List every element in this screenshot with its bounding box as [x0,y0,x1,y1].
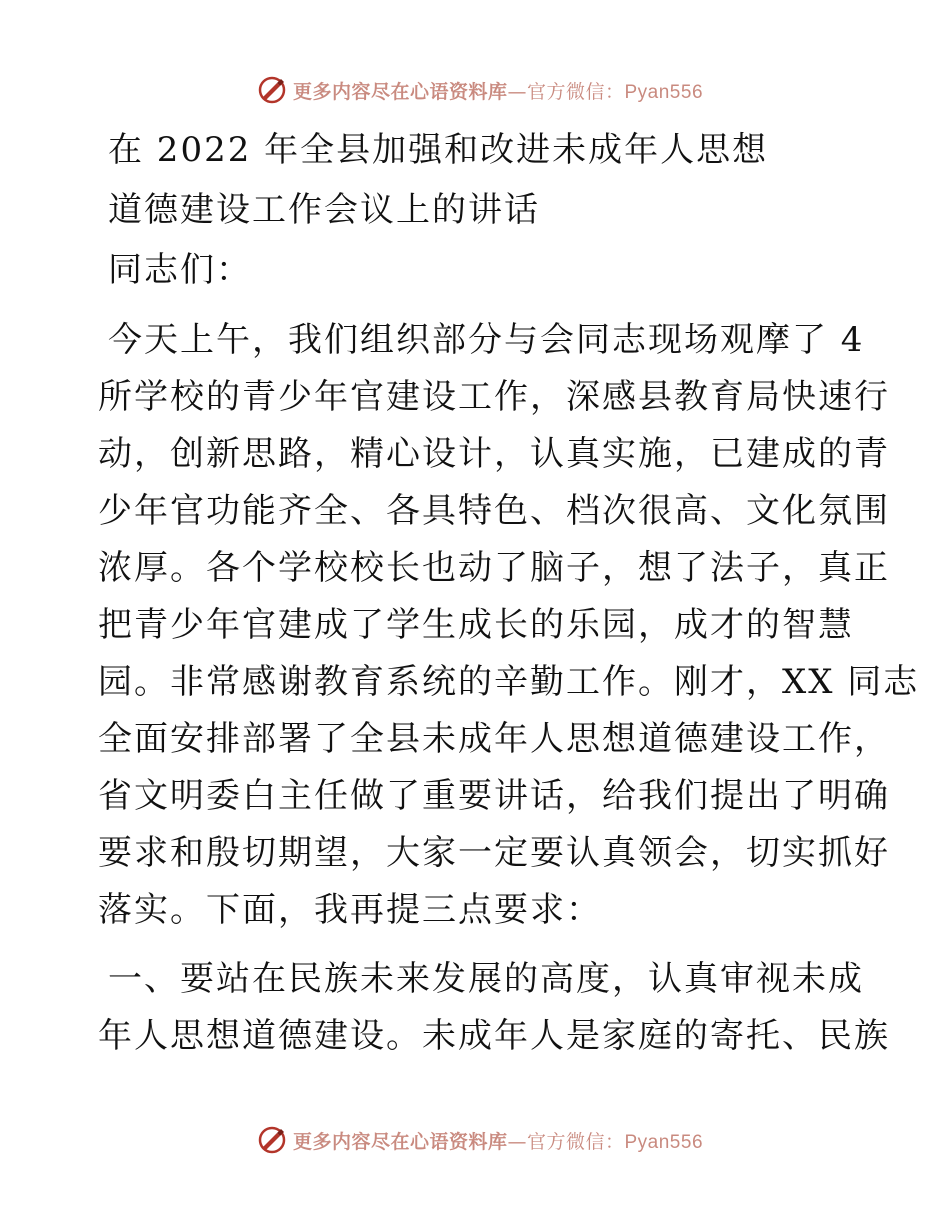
footer-watermark [0,1120,950,1160]
watermark-suffix: 官方微信： [526,1130,625,1153]
watermark-brand: 更多内容尽在心语资料库 [292,1130,508,1153]
watermark-brand: 更多内容尽在心语资料库 [292,80,508,103]
paragraph-line: 浓厚。各个学校校长也动了脑子，想了法子，真正 [98,548,890,588]
paragraph-line: 一、要站在民族未来发展的高度，认真审视未成 [108,959,864,999]
red-pen-logo-icon [257,75,287,105]
watermark-text [293,77,703,104]
paragraph-line: 今天上午，我们组织部分与会同志现场观摩了 4 [108,320,865,360]
document-title-line-1: 在 2022 年全县加强和改进未成年人思想 [108,130,769,170]
watermark-handle: Pyan556 [624,1131,704,1153]
salutation: 同志们： [108,250,252,290]
paragraph-line: 把青少年官建成了学生成长的乐园，成才的智慧 [98,605,854,645]
paragraph-line: 动，创新思路，精心设计，认真实施，已建成的青 [98,434,890,474]
watermark-separator: — [507,80,527,103]
paragraph-line: 少年官功能齐全、各具特色、档次很高、文化氛围 [98,491,890,531]
paragraph-line: 要求和殷切期望，大家一定要认真领会，切实抓好 [98,833,890,873]
watermark-group [257,1125,703,1155]
watermark-suffix: 官方微信： [526,80,625,103]
paragraph-2 [98,951,890,1065]
header-watermark [0,70,950,110]
watermark-separator: — [507,1130,527,1153]
paragraph-line: 所学校的青少年官建设工作，深感县教育局快速行 [98,377,890,417]
paragraph-line: 园。非常感谢教育系统的辛勤工作。刚才，XX 同志 [98,662,920,702]
paragraph-1 [98,312,920,939]
watermark-handle: Pyan556 [624,81,704,103]
document-body [98,120,920,1065]
watermark-text [293,1127,703,1154]
document-title-line-2: 道德建设工作会议上的讲话 [108,190,540,230]
paragraph-line: 年人思想道德建设。未成年人是家庭的寄托、民族 [98,1016,890,1056]
paragraph-line: 落实。下面，我再提三点要求： [98,890,602,930]
red-pen-logo-icon [257,1125,287,1155]
paragraph-line: 全面安排部署了全县未成年人思想道德建设工作， [98,719,890,759]
watermark-group [257,75,703,105]
paragraph-line: 省文明委白主任做了重要讲话，给我们提出了明确 [98,776,890,816]
